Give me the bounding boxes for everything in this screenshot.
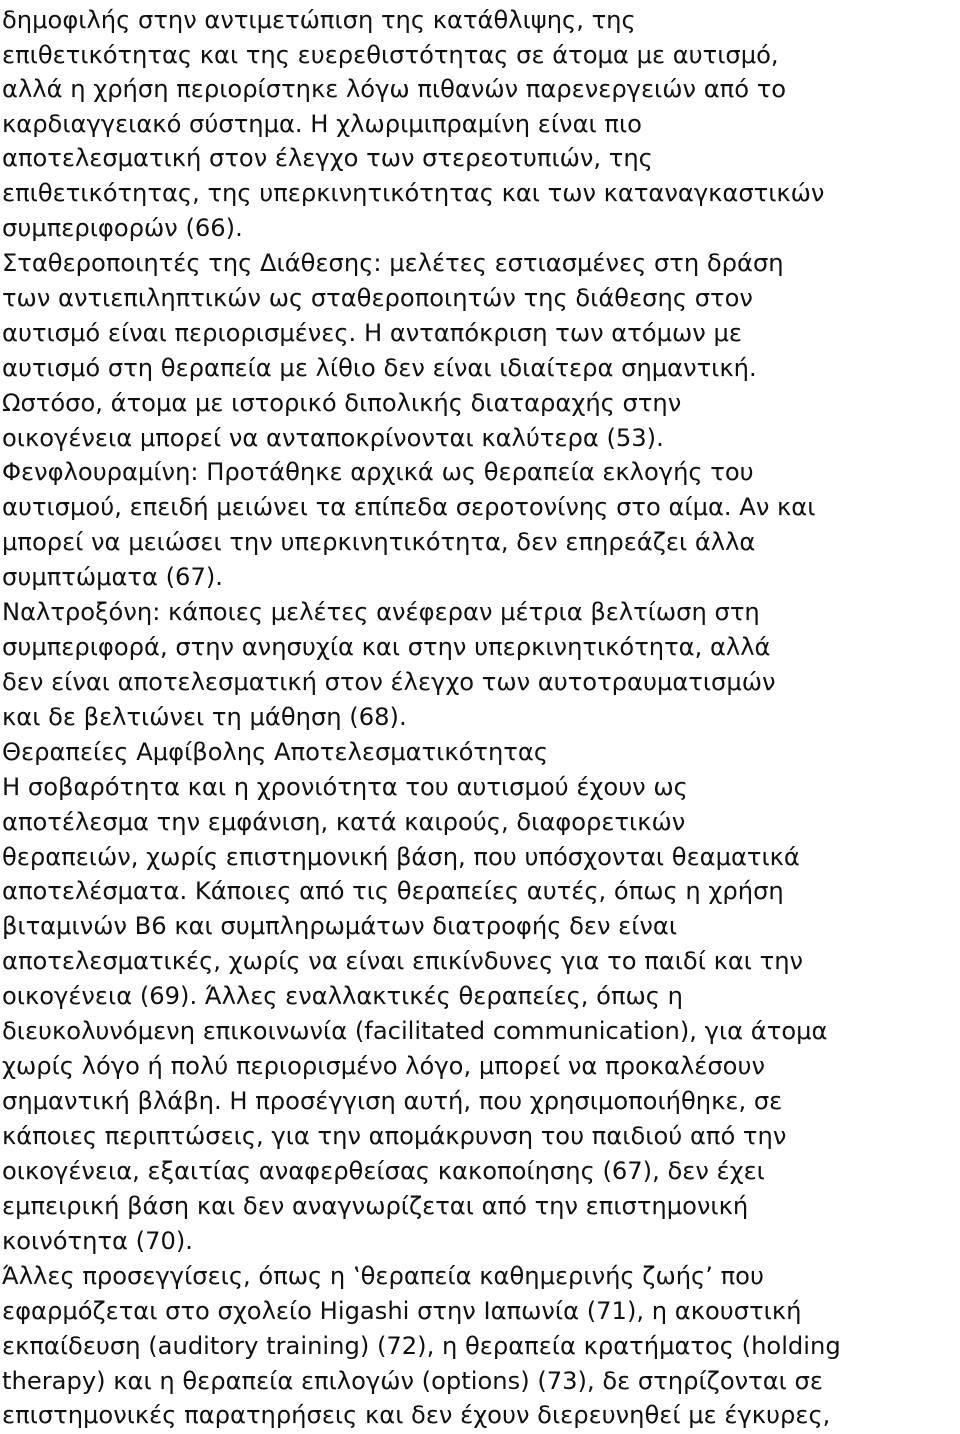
text-line: επιστημονικές παρατηρήσεις και δεν έχουν διερευνηθεί με έγκυρες, [2,1401,831,1429]
text-line: δεν είναι αποτελεσματική στον έλεγχο των αυτοτραυματισμών [2,668,776,696]
text-line: Ναλτροξόνη: κάποιες μελέτες ανέφεραν μέτρια βελτίωση στη [2,598,760,626]
text-line: εμπειρική βάση και δεν αναγνωρίζεται από την επιστημονική [2,1192,749,1220]
text-line: Άλλες προσεγγίσεις, όπως η ‛θεραπεία καθημερινής ζωής’ που [2,1262,764,1290]
text-line: αποτελεσματικές, χωρίς να είναι επικίνδυνες για το παιδί και την [2,947,804,975]
text-line: συμπεριφορών (66). [2,214,243,242]
text-line: οικογένεια μπορεί να ανταποκρίνονται καλύτερα (53). [2,424,664,452]
text-line: μπορεί να μειώσει την υπερκινητικότητα, δεν επηρεάζει άλλα [2,528,756,556]
text-line: σημαντική βλάβη. Η προσέγγιση αυτή, που χρησιμοποιήθηκε, σε [2,1087,783,1115]
text-line: οικογένεια, εξαιτίας αναφερθείσας κακοποίησης (67), δεν έχει [2,1157,765,1185]
text-line: διευκολυνόμενη επικοινωνία (facilitated communication), για άτομα [2,1017,828,1045]
text-line: των αντιεπιληπτικών ως σταθεροποιητών της διάθεσης στον [2,284,753,312]
text-line: κοινότητα (70). [2,1227,193,1255]
text-line: Σταθεροποιητές της Διάθεσης: μελέτες εστιασμένες στη δράση [2,249,784,277]
text-line: Η σοβαρότητα και η χρονιότητα του αυτισμού έχουν ως [2,773,688,801]
text-line: βιταμινών Β6 και συμπληρωμάτων διατροφής δεν είναι [2,912,678,940]
text-line: εφαρμόζεται στο σχολείο Higashi στην Ιαπωνία (71), η ακουστική [2,1297,802,1325]
text-line: αυτισμό στη θεραπεία με λίθιο δεν είναι ιδιαίτερα σημαντική. [2,354,757,382]
text-line: καρδιαγγειακό σύστημα. Η χλωριμιπραμίνη είναι πιο [2,110,642,138]
text-line: αυτισμού, επειδή μειώνει τα επίπεδα σεροτονίνης στο αίμα. Αν και [2,493,816,521]
text-line: και δε βελτιώνει τη μάθηση (68). [2,703,407,731]
text-line: συμπεριφορά, στην ανησυχία και στην υπερκινητικότητα, αλλά [2,633,771,661]
text-line: αποτελέσματα. Κάποιες από τις θεραπείες αυτές, όπως η χρήση [2,877,784,905]
text-line: συμπτώματα (67). [2,563,223,591]
text-line: Φενφλουραμίνη: Προτάθηκε αρχικά ως θεραπεία εκλογής του [2,458,754,486]
section-heading: Θεραπείες Αμφίβολης Αποτελεσματικότητας [2,738,549,766]
text-line: αποτέλεσμα την εμφάνιση, κατά καιρούς, διαφορετικών [2,808,686,836]
text-line: κάποιες περιπτώσεις, για την απομάκρυνση του παιδιού από την [2,1122,787,1150]
text-line: επιθετικότητας, της υπερκινητικότητας και των καταναγκαστικών [2,179,825,207]
text-line: αυτισμό είναι περιορισμένες. Η ανταπόκριση των ατόμων με [2,319,742,347]
text-line: δημοφιλής στην αντιμετώπιση της κατάθλιψης, της [2,6,636,34]
text-line: θεραπειών, χωρίς επιστημονική βάση, που υπόσχονται θεαματικά [2,843,800,871]
text-line: οικογένεια (69). Άλλες εναλλακτικές θεραπείες, όπως η [2,982,683,1010]
text-line: therapy) και η θεραπεία επιλογών (options) (73), δε στηρίζονται σε [2,1367,823,1395]
text-line: επιθετικότητας και της ευερεθιστότητας σε άτομα με αυτισμό, [2,41,779,69]
text-line: Ωστόσο, άτομα με ιστορικό διπολικής διαταραχής στην [2,389,682,417]
text-line: εκπαίδευση (auditory training) (72), η θεραπεία κρατήματος (holding [2,1332,841,1360]
text-line: αποτελεσματική στον έλεγχο των στερεοτυπιών, της [2,144,653,172]
text-line: αλλά η χρήση περιορίστηκε λόγω πιθανών παρενεργειών από το [2,75,787,103]
text-line: χωρίς λόγο ή πολύ περιορισμένο λόγο, μπορεί να προκαλέσουν [2,1052,765,1080]
